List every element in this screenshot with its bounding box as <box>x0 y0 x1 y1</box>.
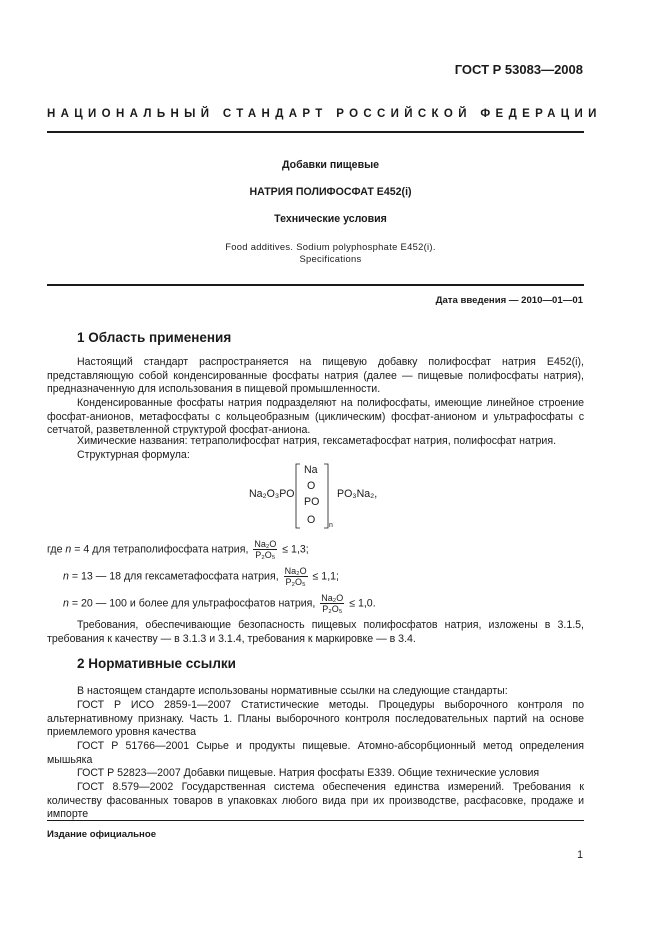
condition-prefix: где <box>47 543 63 556</box>
formula-index-n: n <box>329 522 333 529</box>
section-2-paragraph-1: В настоящем стандарте использованы нормативные ссылки на следующие стандарты: <box>77 685 508 697</box>
header-rule-thick <box>47 131 584 133</box>
page-number: 1 <box>577 849 583 861</box>
section-1-paragraph-4: Структурная формула: <box>77 449 190 461</box>
introduction-date: Дата введения — 2010—01—01 <box>435 295 583 306</box>
condition-value: ≤ 1,1; <box>312 570 339 583</box>
condition-tetrapolyphosphate <box>47 539 309 560</box>
section-1-heading: 1 Область применения <box>77 330 232 345</box>
fraction-numerator: Na₂O <box>284 566 307 576</box>
formula-po: PO <box>304 496 320 508</box>
formula-o-top: O <box>307 480 316 492</box>
section-2-reference-8579: ГОСТ 8.579—2002 Государственная система обеспечения единства измерений. Требования к количеству фасованных товаров в упаковках любого вида при их производстве, расфасовке, продаже и импорте <box>47 781 584 821</box>
section-1-paragraph-1: Настоящий стандарт распространяется на пищевую добавку полифосфат натрия Е452(i), представляющую собой конденсированные фосфаты натрия (далее — пищевые полифосфаты натрия), предназначенную для использования в пищевой промышленности. <box>47 356 584 396</box>
section-2-reference-51766: ГОСТ Р 51766—2001 Сырье и продукты пищевые. Атомно-абсорбционный метод определения мышьяка <box>47 740 584 766</box>
ratio-fraction <box>320 593 344 614</box>
variable-n: n <box>65 543 72 556</box>
section-1-paragraph-3: Химические названия: тетраполифосфат натрия, гексаметафосфат натрия, полифосфат натрия. <box>77 435 557 447</box>
variable-n: n <box>63 570 69 583</box>
formula-na: Na <box>304 464 318 476</box>
formula-o-bottom: O <box>307 514 316 526</box>
title-rule <box>47 284 584 286</box>
formula-right-group: PO₃Na₂, <box>337 488 378 500</box>
english-title-line-1: Food additives. Sodium polyphosphate E452(i). <box>225 241 436 252</box>
fraction-numerator: Na₂O <box>254 539 277 549</box>
section-1-paragraph-5: Требования, обеспечивающие безопасность пищевых полифосфатов натрия, изложены в 3.1.5, требования к качеству — в 3.1.3 и 3.1.4, требования к маркировке — в 3.4. <box>47 619 584 645</box>
section-2-reference-iso-2859: ГОСТ Р ИСО 2859-1—2007 Статистические методы. Процедуры выборочного контроля по альтернативному признаку. Часть 1. Планы выборочного контроля последовательных партий на основе приемлемого уровня качества <box>47 699 584 739</box>
condition-value: ≤ 1,3; <box>282 543 309 556</box>
fraction-numerator: Na₂O <box>321 593 344 603</box>
standard-title: НАЦИОНАЛЬНЫЙ СТАНДАРТ РОССИЙСКОЙ ФЕДЕРАЦИИ <box>47 108 602 120</box>
footer-rule <box>47 820 584 821</box>
title-line-1: Добавки пищевые <box>281 159 380 171</box>
variable-n: n <box>63 597 69 610</box>
condition-text: = 13 — 18 для гексаметафосфата натрия, <box>71 570 279 583</box>
section-1-paragraph-2: Конденсированные фосфаты натрия подразделяют на полифосфаты, имеющие линейное строение фосфат-анионов, метафосфаты с кольцеобразным (циклическим) фосфат-анионом и ультрафосфаты с сетчатой, разветвленной структурой фосфат-аниона. <box>47 397 584 437</box>
title-line-2: НАТРИЯ ПОЛИФОСФАТ Е452(i) <box>249 186 412 198</box>
english-title-line-2: Specifications <box>299 253 362 264</box>
fraction-denominator: P₂O₅ <box>285 577 306 587</box>
condition-ultraphosphate <box>63 593 376 614</box>
document-code: ГОСТ Р 53083—2008 <box>454 62 583 77</box>
formula-left-group: Na₂O₃PO <box>249 488 295 500</box>
condition-text: = 20 — 100 и более для ультрафосфатов натрия, <box>71 597 316 610</box>
condition-value: ≤ 1,0. <box>349 597 376 610</box>
official-edition-label: Издание официальное <box>47 829 157 840</box>
fraction-denominator: P₂O₅ <box>255 550 276 560</box>
section-2-heading: 2 Нормативные ссылки <box>77 656 236 671</box>
ratio-fraction <box>253 539 277 560</box>
ratio-fraction <box>284 566 308 587</box>
title-line-3: Технические условия <box>274 213 387 225</box>
condition-text: = 4 для тетраполифосфата натрия, <box>74 543 249 556</box>
section-2-reference-52823: ГОСТ Р 52823—2007 Добавки пищевые. Натрия фосфаты Е339. Общие технические условия <box>77 767 540 779</box>
structural-formula <box>240 462 400 532</box>
fraction-denominator: P₂O₅ <box>322 604 343 614</box>
condition-hexametaphosphate <box>63 566 339 587</box>
